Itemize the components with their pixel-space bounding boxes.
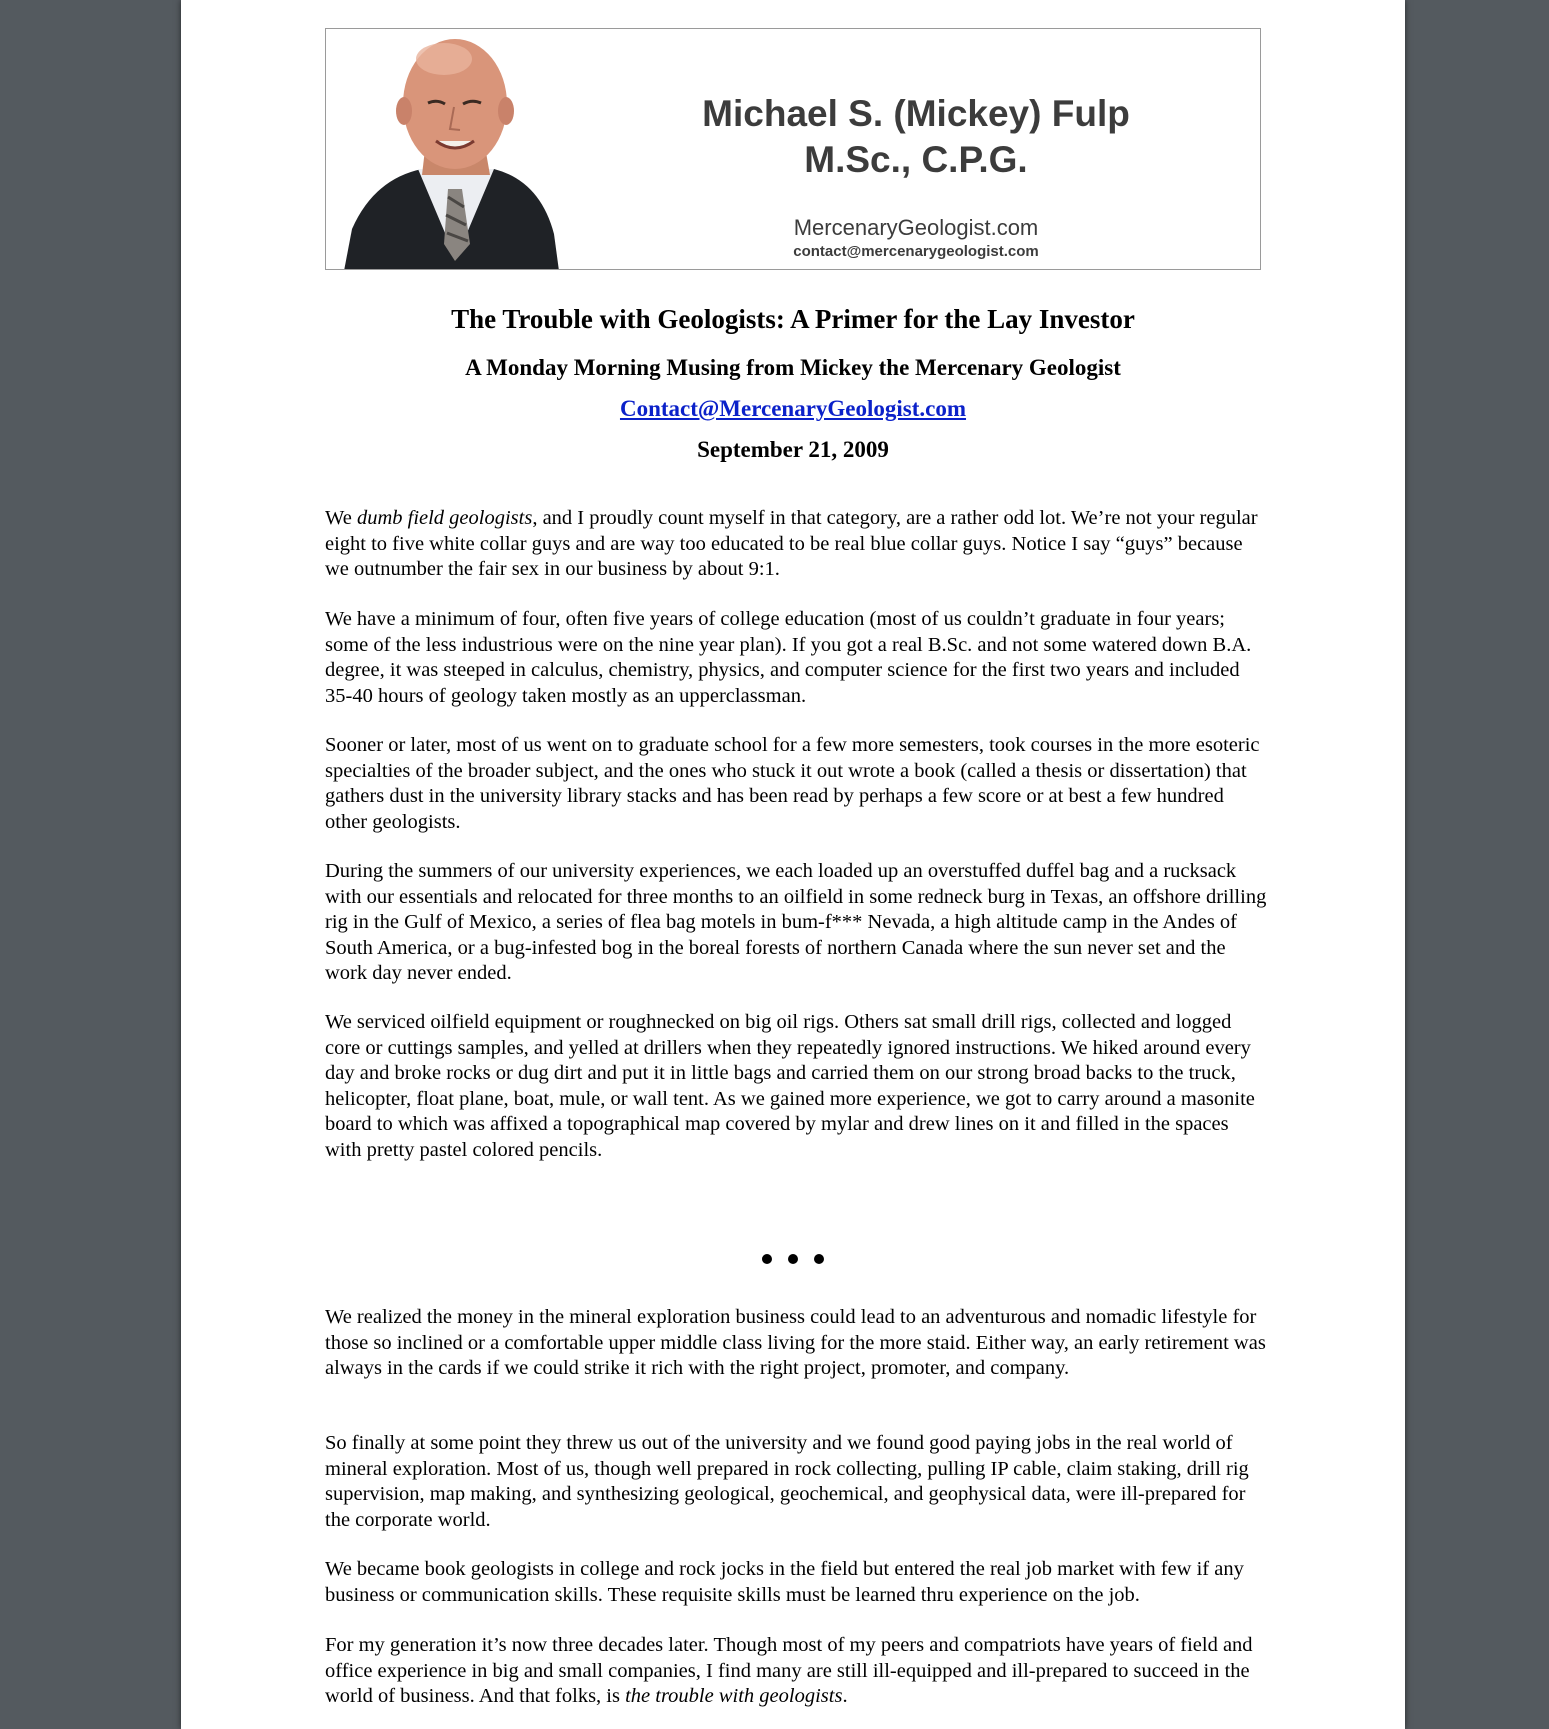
section-break-dot [814, 1254, 824, 1264]
paragraph-5: We serviced oilfield equipment or roughnecked on big oil rigs. Others sat small drill rigs, collected and logged core or cuttings samples, and yelled at drillers when they repeatedly ignored instructions. We hiked around every day and broke rocks or dug dirt and put it in little bags and carried them on our strong broad backs to the truck, helicopter, float plane, boat, mule, or wall tent. As we gained more experience, we got to carry around a masonite board to which was affixed a topographical map covered by mylar and drew lines on it and filled in the spaces with pretty pastel colored pencils. [325, 1011, 1255, 1161]
paragraph-4: During the summers of our university experiences, we each loaded up an overstuffed duffel bag and a rucksack with our essentials and relocated for three months to an oilfield in some redneck burg in Texas, an offshore drilling rig in the Gulf of Mexico, a series of flea bag motels in bum-f*** Nevada, a high altitude camp in the Andes of South America, or a bug-infested bog in the boreal forests of northern Canada where the sun never set and the work day never ended. [325, 860, 1267, 984]
paragraph-8: We became book geologists in college and rock jocks in the field but entered the real job market with few if any business or communication skills. These requisite skills must be learned thru experience on the job. [325, 1558, 1244, 1606]
paragraph-6: We realized the money in the mineral exploration business could lead to an adventurous and nomadic lifestyle for those so inclined or a comfortable upper middle class living for the more staid. Either way, an early retirement was always in the cards if we could strike it rich with the right project, promoter, and company. [325, 1306, 1266, 1379]
paragraph-9-text-end: . [842, 1685, 848, 1707]
paragraph-1-emphasis: dumb field geologists [356, 507, 533, 529]
section-break-ellipsis [325, 1236, 1261, 1272]
author-portrait [344, 29, 559, 270]
banner-email: contact@mercenarygeologist.com [793, 243, 1039, 260]
paragraph-2: We have a minimum of four, often five years of college education (most of us couldn’t graduate in four years; some of the less industrious were on the nine year plan). If you got a real B.Sc. and not some watered down B.A. degree, it was steeped in calculus, chemistry, physics, and computer science for the first two years and included 35-40 hours of geology taken mostly as an upperclassman. [325, 608, 1252, 707]
banner-text [571, 29, 1261, 270]
document-page[interactable] [181, 0, 1405, 1729]
paragraph-9-text-start: For my generation it’s now three decades later. Though most of my peers and compatriots have years of field and office experience in big and small companies, I find many are still ill-equipped and ill-prepared to succeed in the world of business. And that folks, is [325, 1634, 1253, 1707]
paragraph-9 [325, 1633, 1267, 1710]
contact-email-link[interactable]: Contact@MercenaryGeologist.com [619, 396, 967, 421]
author-credentials: M.Sc., C.P.G. [804, 139, 1028, 180]
paragraph-1-text-start: We [325, 507, 357, 529]
article-subtitle: A Monday Morning Musing from Mickey the Mercenary Geologist [465, 355, 1121, 380]
paragraph-1 [325, 506, 1267, 583]
author-name: Michael S. (Mickey) Fulp [702, 93, 1130, 134]
paragraph-9-emphasis: the trouble with geologists [625, 1685, 843, 1707]
section-break-dot [762, 1254, 772, 1264]
article-title: The Trouble with Geologists: A Primer for the Lay Investor [451, 304, 1135, 334]
author-banner [325, 28, 1261, 270]
section-break-dot [788, 1254, 798, 1264]
paragraph-1-text-end: , and I proudly count myself in that category, are a rather odd lot. We’re not your regular eight to five white collar guys and are way too educated to be real blue collar guys. Notice I say “guys” because we outnumber the fair sex in our business by about 9:1. [325, 507, 1258, 580]
paragraph-7: So finally at some point they threw us out of the university and we found good paying jobs in the real world of mineral exploration. Most of us, though well prepared in rock collecting, pulling IP cable, claim staking, drill rig supervision, map making, and synthesizing geological, geochemical, and geophysical data, were ill-prepared for the corporate world. [325, 1432, 1249, 1531]
banner-website: MercenaryGeologist.com [793, 215, 1039, 240]
article-date: September 21, 2009 [697, 437, 889, 462]
paragraph-3: Sooner or later, most of us went on to graduate school for a few more semesters, took courses in the more esoteric specialties of the broader subject, and the ones who stuck it out wrote a book (called a thesis or dissertation) that gathers dust in the university library stacks and has been read by perhaps a few score or at best a few hundred other geologists. [325, 734, 1260, 833]
